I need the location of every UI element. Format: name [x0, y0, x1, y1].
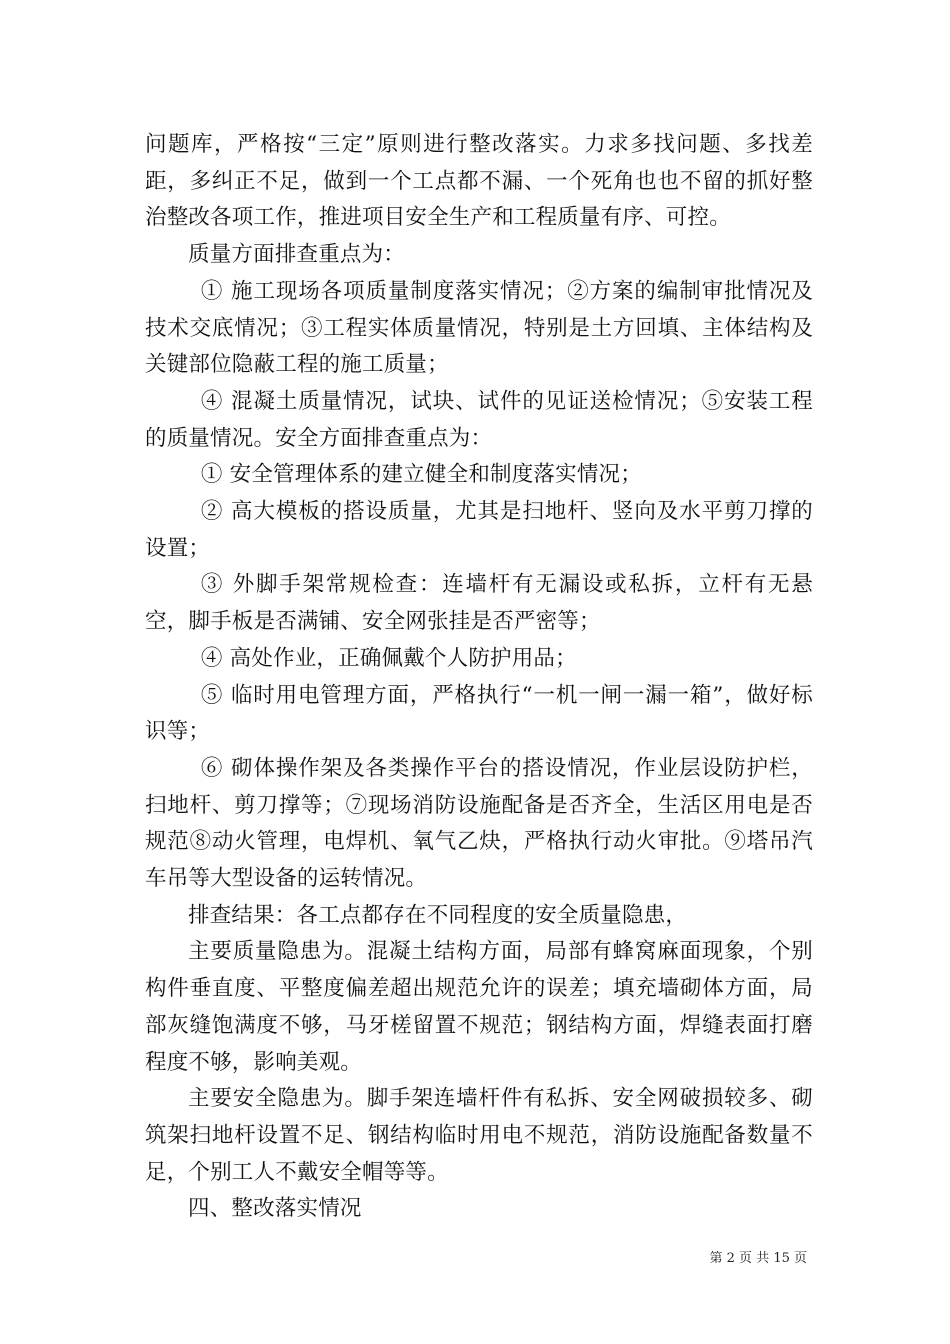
- paragraph: ④ 混凝土质量情况，试块、试件的见证送检情况；⑤安装工程的质量情况。安全方面排查重点为：: [145, 388, 813, 451]
- page-number-footer: 第 2 页 共 15 页: [709, 1251, 807, 1266]
- paragraph: ① 施工现场各项质量制度落实情况；②方案的编制审批情况及技术交底情况；③工程实体质量情况，特别是土方回填、主体结构及关键部位隐蔽工程的施工质量；: [145, 278, 813, 378]
- paragraph: ⑤ 临时用电管理方面，严格执行“一机一闸一漏一箱”，做好标识等；: [145, 682, 813, 745]
- paragraph: ⑥ 砌体操作架及各类操作平台的搭设情况，作业层设防护栏，扫地杆、剪刀撑等；⑦现场消防设施配备是否齐全，生活区用电是否规范⑧动火管理，电焊机、氧气乙炔，严格执行动火审批。⑨塔吊汽车吊等大型设备的运转情况。: [145, 755, 813, 892]
- paragraph: ① 安全管理体系的建立健全和制度落实情况；: [200, 462, 642, 488]
- paragraph: ② 高大模板的搭设质量，尤其是扫地杆、竖向及水平剪刀撑的设置；: [145, 499, 813, 561]
- document-body: [145, 127, 813, 1228]
- paragraph: ④ 高处作业，正确佩戴个人防护用品；: [200, 645, 577, 671]
- paragraph: 主要质量隐患为。混凝土结构方面，局部有蜂窝麻面现象，个别构件垂直度、平整度偏差超出规范允许的误差；填充墙砌体方面，局部灰缝饱满度不够，马牙槎留置不规范；钢结构方面，焊缝表面打磨程度不够，影响美观。: [145, 939, 813, 1075]
- section-heading: 四、整改落实情况: [188, 1196, 362, 1222]
- paragraph: 质量方面排查重点为：: [188, 242, 406, 268]
- paragraph: ③ 外脚手架常规检查：连墙杆有无漏设或私拆，立杆有无悬空，脚手板是否满铺、安全网张挂是否严密等；: [145, 572, 813, 635]
- paragraph: 主要安全隐患为。脚手架连墙杆件有私拆、安全网破损较多、砌筑架扫地杆设置不足、钢结构临时用电不规范，消防设施配备数量不足，个别工人不戴安全帽等等。: [145, 1086, 813, 1185]
- paragraph: 问题库，严格按“三定”原则进行整改落实。力求多找问题、多找差距，多纠正不足，做到一个工点都不漏、一个死角也也不留的抓好整治整改各项工作，推进项目安全生产和工程质量有序、可控。: [145, 132, 813, 231]
- paragraph: 排查结果：各工点都存在不同程度的安全质量隐患，: [188, 902, 688, 928]
